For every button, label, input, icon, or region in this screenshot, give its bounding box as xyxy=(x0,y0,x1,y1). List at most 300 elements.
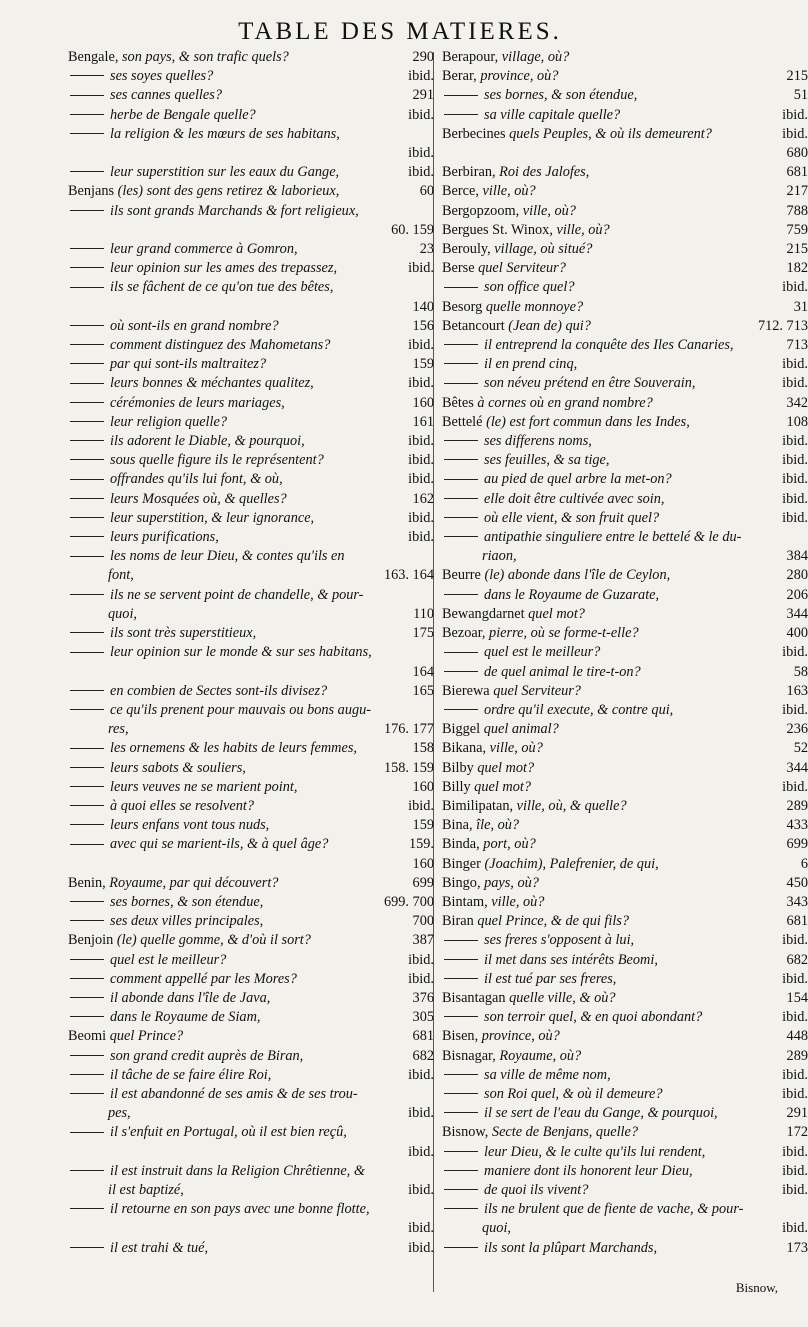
entry-page-ref: 159. xyxy=(408,836,434,853)
entry-text xyxy=(442,797,783,816)
entry-page-ref: 162 xyxy=(412,490,434,507)
index-entry xyxy=(68,989,434,1008)
entry-headword: Bierewa xyxy=(442,682,490,699)
index-entry xyxy=(442,1027,808,1046)
continuation-dash xyxy=(70,690,104,691)
entry-page-ref: 343 xyxy=(786,893,808,910)
continuation-dash xyxy=(70,844,104,845)
entry-headword: Binger xyxy=(442,855,481,872)
entry-page-ref: ibid. xyxy=(408,337,434,354)
entry-text xyxy=(442,547,783,566)
entry-text xyxy=(442,374,778,393)
continuation-dash xyxy=(444,671,478,672)
entry-description: ses freres s'opposent à lui, xyxy=(484,932,635,949)
entry-page-ref: 158 xyxy=(412,740,434,757)
index-entry xyxy=(68,970,434,989)
entry-page-ref: 342 xyxy=(786,394,808,411)
index-entry xyxy=(442,1143,808,1162)
continuation-dash xyxy=(444,114,478,115)
index-entry xyxy=(442,259,808,278)
entry-description: il met dans ses intérêts Beomi, xyxy=(484,951,658,968)
entry-headword: Bewangdarnet xyxy=(442,605,525,622)
entry-page-ref: ibid. xyxy=(408,509,434,526)
entry-description: village, où situé? xyxy=(490,241,593,258)
index-entry xyxy=(68,144,434,163)
entry-page-ref: 280 xyxy=(786,567,808,584)
index-entry xyxy=(442,470,808,489)
entry-headword: Billy xyxy=(442,778,471,795)
index-entry xyxy=(68,778,434,797)
entry-description: il est instruit dans la Religion Chrêtienne, & xyxy=(110,1162,365,1179)
entry-page-ref: 713 xyxy=(786,337,808,354)
entry-headword: Binda, xyxy=(442,836,480,853)
entry-headword: Beomi xyxy=(68,1028,107,1045)
index-entry xyxy=(442,106,808,125)
entry-text xyxy=(442,125,778,144)
continuation-dash xyxy=(70,556,104,557)
index-entry xyxy=(442,1008,808,1027)
continuation-dash xyxy=(70,459,104,460)
entry-description: leur superstition, & leur ignorance, xyxy=(110,509,315,526)
entry-description: ville, où, & quelle? xyxy=(513,797,627,814)
index-entry xyxy=(442,413,808,432)
entry-page-ref: 156 xyxy=(412,317,434,334)
index-entry xyxy=(442,1047,808,1066)
entry-text xyxy=(68,451,404,470)
entry-description: par qui sont-ils maltraitez? xyxy=(110,356,267,373)
entry-description: ses differens noms, xyxy=(484,433,592,450)
entry-description: Royaume, par qui découvert? xyxy=(105,874,279,891)
entry-description: la religion & les mœurs de ses habitans, xyxy=(110,125,340,142)
entry-description: il tâche de se faire élire Roi, xyxy=(110,1066,272,1083)
continuation-dash xyxy=(70,594,104,595)
index-entry xyxy=(442,336,808,355)
continuation-dash xyxy=(70,344,104,345)
index-entry xyxy=(442,874,808,893)
entry-page-ref: ibid. xyxy=(782,1220,808,1237)
entry-text xyxy=(68,374,404,393)
entry-text xyxy=(442,1066,778,1085)
entry-text xyxy=(68,701,430,720)
entry-headword: Bisantagan xyxy=(442,989,506,1006)
entry-page-ref: ibid. xyxy=(408,1105,434,1122)
index-entry xyxy=(442,624,808,643)
entry-description: font, xyxy=(108,567,134,584)
entry-description: pierre, où se forme-t-elle? xyxy=(485,625,639,642)
entry-description: leurs sabots & souliers, xyxy=(110,759,246,776)
index-entry xyxy=(442,835,808,854)
entry-text xyxy=(68,1066,404,1085)
continuation-dash xyxy=(70,267,104,268)
entry-description: Royaume, où? xyxy=(495,1047,582,1064)
entry-text xyxy=(68,931,409,950)
entry-page-ref: 682 xyxy=(412,1047,434,1064)
entry-description: ils sont très superstitieux, xyxy=(110,625,257,642)
continuation-dash xyxy=(444,1189,478,1190)
index-entry xyxy=(442,1123,808,1142)
entry-description: port, où? xyxy=(479,836,536,853)
entry-text xyxy=(68,125,430,144)
continuation-dash xyxy=(444,517,478,518)
index-entry xyxy=(68,221,434,240)
entry-text xyxy=(68,682,409,701)
entry-text xyxy=(442,643,778,662)
entry-page-ref: ibid. xyxy=(408,471,434,488)
entry-page-ref: ibid. xyxy=(408,1143,434,1160)
entry-headword: Benjoin xyxy=(68,932,114,949)
entry-text xyxy=(442,874,783,893)
entry-description: comment distinguez des Mahometans? xyxy=(110,337,331,354)
entry-headword: Bêtes xyxy=(442,394,474,411)
entry-page-ref: 699 xyxy=(412,874,434,891)
index-entry xyxy=(68,355,434,374)
continuation-dash xyxy=(70,767,104,768)
entry-description: leurs veuves ne se marient point, xyxy=(110,778,298,795)
entry-description: son pays, & son trafic quels? xyxy=(118,49,289,65)
entry-description: (le) abonde dans l'île de Ceylon, xyxy=(480,567,671,584)
entry-text xyxy=(442,912,783,931)
index-entry xyxy=(68,1066,434,1085)
index-entry xyxy=(68,240,434,259)
entry-page-ref: 344 xyxy=(786,605,808,622)
entry-text xyxy=(68,1085,430,1104)
entry-description: ses bornes, & son étendue, xyxy=(484,87,638,104)
index-entry xyxy=(442,797,808,816)
index-entry xyxy=(68,1123,434,1142)
entry-headword: Bezoar, xyxy=(442,625,486,642)
index-entry xyxy=(442,298,808,317)
entry-page-ref: 387 xyxy=(412,932,434,949)
entry-page-ref: 384 xyxy=(786,548,808,565)
continuation-dash xyxy=(70,959,104,960)
entry-text xyxy=(68,240,416,259)
entry-page-ref: 788 xyxy=(786,202,808,219)
entry-description: ville, où? xyxy=(519,202,576,219)
entry-page-ref: 164 xyxy=(412,663,434,680)
entry-text xyxy=(442,355,778,374)
index-entry xyxy=(68,86,434,105)
entry-page-ref: 110 xyxy=(413,605,434,622)
entry-page-ref: ibid. xyxy=(782,106,808,123)
entry-text xyxy=(442,970,778,989)
entry-text xyxy=(442,413,783,432)
entry-text xyxy=(68,912,409,931)
entry-text xyxy=(442,470,778,489)
entry-text xyxy=(68,759,380,778)
entry-page-ref: ibid. xyxy=(408,1239,434,1256)
entry-page-ref: 433 xyxy=(786,817,808,834)
index-entry xyxy=(68,624,434,643)
entry-page-ref: ibid. xyxy=(782,970,808,987)
entry-description: quel Serviteur? xyxy=(474,260,566,277)
entry-headword: Bisnagar, xyxy=(442,1047,496,1064)
entry-description: ses bornes, & son étendue, xyxy=(110,893,264,910)
index-entry xyxy=(442,643,808,662)
entry-page-ref: 60. 159 xyxy=(391,221,434,238)
entry-page-ref: 58 xyxy=(793,663,808,680)
entry-text xyxy=(68,278,430,297)
index-entry xyxy=(442,893,808,912)
index-entry xyxy=(442,663,808,682)
continuation-dash xyxy=(444,652,478,653)
entry-page-ref: 682 xyxy=(786,951,808,968)
entry-text xyxy=(442,432,778,451)
entry-description: sa ville capitale quelle? xyxy=(484,106,621,123)
entry-description: cérémonies de leurs mariages, xyxy=(110,394,285,411)
index-entry xyxy=(68,816,434,835)
continuation-dash xyxy=(70,498,104,499)
continuation-dash xyxy=(70,709,104,710)
index-entry xyxy=(442,355,808,374)
entry-headword: Berbecines xyxy=(442,125,506,142)
entry-page-ref: 215 xyxy=(786,241,808,258)
entry-text xyxy=(442,394,783,413)
index-entry xyxy=(68,951,434,970)
entry-description: ils se fâchent de ce qu'on tue des bêtes, xyxy=(110,279,334,296)
continuation-dash xyxy=(70,95,104,96)
continuation-dash xyxy=(70,824,104,825)
continuation-dash xyxy=(444,498,478,499)
entry-page-ref: 165 xyxy=(412,682,434,699)
entry-description: leurs bonnes & méchantes qualitez, xyxy=(110,375,314,392)
entry-description: maniere dont ils honorent leur Dieu, xyxy=(484,1162,693,1179)
entry-description: quelle ville, & où? xyxy=(505,989,616,1006)
entry-description: il retourne en son pays avec une bonne flotte, xyxy=(110,1201,370,1218)
entry-page-ref: 108 xyxy=(786,413,808,430)
index-entry xyxy=(442,951,808,970)
index-entry xyxy=(442,989,808,1008)
continuation-dash xyxy=(70,133,104,134)
index-entry xyxy=(68,720,434,739)
entry-description: leur Dieu, & le culte qu'ils lui rendent, xyxy=(484,1143,706,1160)
entry-page-ref: ibid. xyxy=(782,471,808,488)
index-entry xyxy=(442,778,808,797)
index-entry xyxy=(442,240,808,259)
entry-text xyxy=(442,221,783,240)
entry-description: (Joachim), Palefrenier, de qui, xyxy=(480,855,659,872)
index-entry xyxy=(442,1239,808,1258)
entry-description: ce qu'ils prenent pour mauvais ou bons augu- xyxy=(110,701,372,718)
index-entry xyxy=(68,1085,434,1104)
entry-description: (le) quelle gomme, & d'où il sort? xyxy=(113,932,311,949)
index-entry xyxy=(442,739,808,758)
entry-page-ref: ibid. xyxy=(408,1220,434,1237)
entry-description: offrandes qu'ils lui font, & où, xyxy=(110,471,283,488)
entry-page-ref: ibid. xyxy=(408,970,434,987)
index-entry xyxy=(68,759,434,778)
entry-text xyxy=(68,566,380,585)
index-entry xyxy=(442,451,808,470)
entry-page-ref: 175 xyxy=(412,625,434,642)
entry-description: quel est le meilleur? xyxy=(110,951,227,968)
index-entry xyxy=(68,470,434,489)
entry-page-ref: 759 xyxy=(786,221,808,238)
entry-text xyxy=(442,509,778,528)
entry-page-ref: 344 xyxy=(786,759,808,776)
entry-description: ses feuilles, & sa tige, xyxy=(484,452,610,469)
entry-text xyxy=(442,701,778,720)
entry-description: sa ville de même nom, xyxy=(484,1066,611,1083)
entry-page-ref: ibid. xyxy=(782,1162,808,1179)
entry-page-ref: 206 xyxy=(786,586,808,603)
entry-description: Roi des Jalofes, xyxy=(495,164,590,181)
index-entry xyxy=(68,182,434,201)
entry-description: quel mot? xyxy=(470,778,531,795)
index-entry xyxy=(442,221,808,240)
continuation-dash xyxy=(444,1151,478,1152)
entry-page-ref: ibid. xyxy=(408,375,434,392)
entry-headword: Benin, xyxy=(68,874,106,891)
entry-headword: Bina, xyxy=(442,817,473,834)
entry-text xyxy=(68,106,404,125)
entry-text xyxy=(68,317,409,336)
index-entry xyxy=(68,1027,434,1046)
entry-page-ref: 23 xyxy=(419,241,434,258)
index-entry xyxy=(68,48,434,67)
index-entry xyxy=(442,202,808,221)
entry-description: son néveu prétend en être Souverain, xyxy=(484,375,696,392)
continuation-dash xyxy=(70,75,104,76)
entry-description: en combien de Sectes sont-ils divisez? xyxy=(110,682,328,699)
entry-page-ref: ibid. xyxy=(782,1181,808,1198)
entry-text xyxy=(442,67,783,86)
entry-description: leurs enfans vont tous nuds, xyxy=(110,817,270,834)
entry-text xyxy=(442,48,804,67)
entry-headword: Berse xyxy=(442,260,475,277)
index-entry xyxy=(68,1181,434,1200)
entry-text xyxy=(442,586,783,605)
index-entry xyxy=(68,374,434,393)
index-entry xyxy=(68,663,434,682)
entry-description: il s'enfuit en Portugal, où il est bien reçû, xyxy=(110,1124,347,1141)
index-entry xyxy=(442,144,808,163)
entry-page-ref: 161 xyxy=(412,413,434,430)
index-entry xyxy=(442,586,808,605)
continuation-dash xyxy=(70,1132,104,1133)
index-entry xyxy=(68,278,434,297)
entry-description: il abonde dans l'île de Java, xyxy=(110,989,271,1006)
entry-description: leur religion quelle? xyxy=(110,413,227,430)
entry-text xyxy=(442,1008,778,1027)
entry-headword: Bikana, xyxy=(442,740,487,757)
entry-page-ref: ibid. xyxy=(408,68,434,85)
entry-description: il en prend cinq, xyxy=(484,356,578,373)
index-entry xyxy=(68,394,434,413)
entry-page-ref: ibid. xyxy=(408,164,434,181)
continuation-dash xyxy=(444,1112,478,1113)
entry-description: quel Prince? xyxy=(106,1028,184,1045)
index-entry xyxy=(442,816,808,835)
entry-text xyxy=(68,1162,430,1181)
index-entry xyxy=(68,1219,434,1238)
continuation-dash xyxy=(444,594,478,595)
index-entry xyxy=(442,67,808,86)
entry-page-ref: 289 xyxy=(786,797,808,814)
continuation-dash xyxy=(444,344,478,345)
entry-page-ref: 158. 159 xyxy=(383,759,434,776)
index-entry xyxy=(68,1239,434,1258)
entry-text xyxy=(442,759,783,778)
entry-text xyxy=(68,432,404,451)
entry-text xyxy=(68,778,409,797)
continuation-dash xyxy=(70,1170,104,1171)
entry-text xyxy=(442,259,783,278)
index-entry xyxy=(442,432,808,451)
entry-headword: Berce, xyxy=(442,183,479,200)
entry-description: (le) est fort commun dans les Indes, xyxy=(482,413,690,430)
entry-page-ref: ibid. xyxy=(782,932,808,949)
entry-headword: Bisen, xyxy=(442,1028,479,1045)
entry-text xyxy=(442,682,783,701)
entry-text xyxy=(442,835,783,854)
entry-headword: Betancourt xyxy=(442,317,505,334)
entry-description: ils ne brulent que de fiente de vache, & pour- xyxy=(484,1201,744,1218)
index-entry xyxy=(442,48,808,67)
continuation-dash xyxy=(444,95,478,96)
entry-text xyxy=(68,394,409,413)
entry-description: province, où? xyxy=(478,1028,560,1045)
entry-description: son grand credit auprès de Biran, xyxy=(110,1047,304,1064)
entry-page-ref: 681 xyxy=(786,913,808,930)
continuation-dash xyxy=(70,421,104,422)
entry-text xyxy=(68,893,380,912)
entry-text xyxy=(442,739,790,758)
continuation-dash xyxy=(70,171,104,172)
entry-description: où sont-ils en grand nombre? xyxy=(110,317,279,334)
index-entry xyxy=(68,432,434,451)
entry-text xyxy=(442,1047,783,1066)
continuation-dash xyxy=(70,978,104,979)
entry-description: quel animal? xyxy=(480,721,559,738)
entry-description: quel Serviteur? xyxy=(489,682,581,699)
entry-page-ref: ibid. xyxy=(408,1181,434,1198)
entry-text xyxy=(442,951,783,970)
continuation-dash xyxy=(444,479,478,480)
index-entry xyxy=(442,1181,808,1200)
entry-description: res, xyxy=(108,721,129,738)
index-entry xyxy=(68,490,434,509)
entry-description: quoi, xyxy=(108,605,137,622)
entry-description: leurs purifications, xyxy=(110,529,219,546)
entry-description: il est tué par ses freres, xyxy=(484,970,617,987)
entry-description: leur superstition sur les eaux du Gange, xyxy=(110,164,340,181)
entry-text xyxy=(442,1200,804,1219)
entry-text xyxy=(442,720,783,739)
entry-text xyxy=(68,259,404,278)
entry-text xyxy=(442,490,778,509)
entry-page-ref: ibid. xyxy=(782,778,808,795)
entry-text xyxy=(442,1219,778,1238)
entry-page-ref: ibid. xyxy=(782,644,808,661)
entry-text xyxy=(442,298,790,317)
entry-headword: Bintam, xyxy=(442,893,488,910)
entry-text xyxy=(68,336,404,355)
entry-description: antipathie singuliere entre le bettelé & le du- xyxy=(484,529,742,546)
entry-text xyxy=(442,317,754,336)
index-entry xyxy=(68,547,434,566)
continuation-dash xyxy=(70,901,104,902)
index-entry xyxy=(442,528,808,547)
entry-description: de quoi ils vivent? xyxy=(484,1181,589,1198)
index-entry xyxy=(68,739,434,758)
index-entry xyxy=(442,1162,808,1181)
entry-description: quel mot? xyxy=(524,605,585,622)
entry-page-ref: ibid. xyxy=(782,1066,808,1083)
continuation-dash xyxy=(70,536,104,537)
entry-page-ref: 173 xyxy=(786,1239,808,1256)
entry-description: comment appellé par les Mores? xyxy=(110,970,297,987)
entry-page-ref: 52 xyxy=(793,740,808,757)
